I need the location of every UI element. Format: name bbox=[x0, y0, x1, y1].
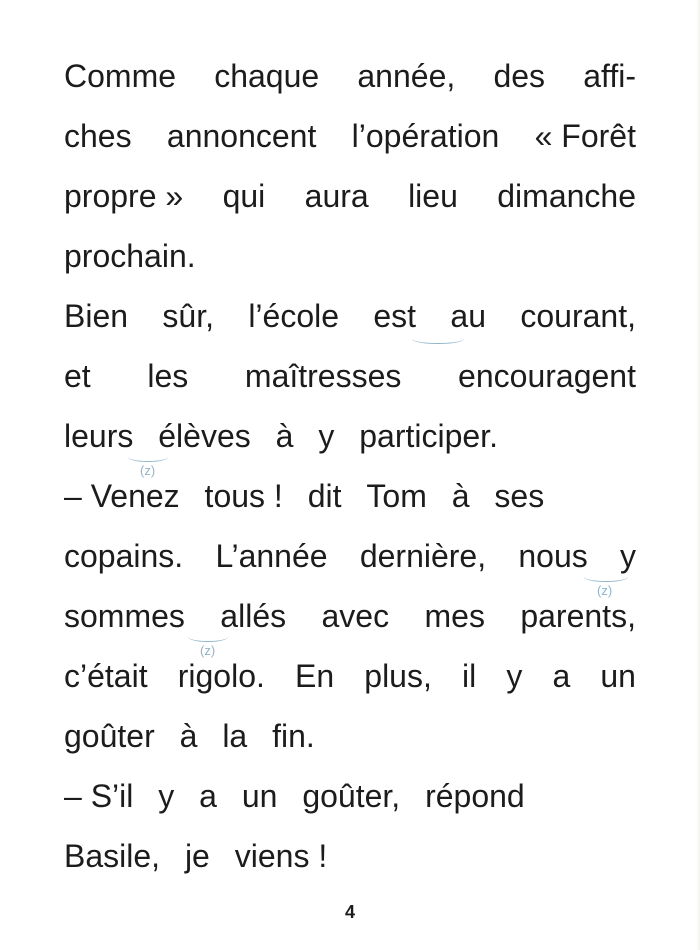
word: y bbox=[318, 418, 335, 454]
word: des bbox=[493, 58, 546, 94]
word: L’année bbox=[215, 538, 328, 574]
liaison-arc bbox=[412, 334, 464, 344]
word: nous bbox=[518, 538, 588, 574]
word: prochain. bbox=[64, 238, 196, 274]
word: affi- bbox=[583, 58, 636, 94]
word: « Forêt bbox=[534, 118, 636, 154]
text-line bbox=[64, 706, 636, 766]
text-line bbox=[64, 346, 636, 406]
word: Bien bbox=[64, 298, 129, 334]
text-line bbox=[64, 286, 636, 346]
text-line bbox=[64, 106, 636, 166]
word: encouragent bbox=[458, 358, 636, 394]
page-number: 4 bbox=[344, 902, 355, 922]
word: au bbox=[450, 298, 486, 334]
page-edge bbox=[696, 0, 700, 950]
word: Basile, bbox=[64, 838, 161, 874]
word: copains. bbox=[64, 538, 184, 574]
text-line bbox=[64, 583, 636, 658]
word: et bbox=[64, 358, 91, 394]
text-line bbox=[64, 526, 636, 598]
word: a bbox=[199, 778, 217, 814]
word: allés bbox=[220, 598, 287, 634]
word: ches bbox=[64, 118, 132, 154]
word: sûr, bbox=[162, 298, 214, 334]
word: maîtresses bbox=[244, 358, 402, 394]
word: parents, bbox=[520, 598, 636, 634]
word: lieu bbox=[408, 178, 458, 214]
word: dit bbox=[307, 478, 342, 514]
word: les bbox=[147, 358, 189, 394]
word: répond bbox=[425, 778, 525, 814]
word: propre » bbox=[64, 178, 184, 214]
word: goûter bbox=[64, 718, 155, 754]
liaison-arc bbox=[584, 572, 628, 582]
word: je bbox=[184, 838, 210, 874]
text-line bbox=[64, 826, 636, 886]
word: mes bbox=[424, 598, 485, 634]
word: élèves bbox=[158, 418, 251, 454]
word: Tom bbox=[366, 478, 427, 514]
word: y bbox=[158, 778, 175, 814]
word: sommes bbox=[64, 598, 185, 634]
word: dimanche bbox=[497, 178, 636, 214]
word: c’était bbox=[64, 658, 148, 694]
word: Comme bbox=[64, 58, 177, 94]
word: plus, bbox=[364, 658, 432, 694]
word: goûter, bbox=[302, 778, 401, 814]
word: participer. bbox=[359, 418, 498, 454]
liaison-mark: (z) bbox=[140, 463, 156, 478]
word: un bbox=[600, 658, 636, 694]
word: a bbox=[552, 658, 571, 694]
text-line bbox=[64, 226, 636, 286]
word: à bbox=[179, 718, 198, 754]
word: – S’il bbox=[64, 778, 134, 814]
liaison-mark: (z) bbox=[200, 643, 216, 658]
word: chaque bbox=[214, 58, 320, 94]
word: l’école bbox=[248, 298, 340, 334]
word: y bbox=[620, 538, 636, 574]
word: fin. bbox=[272, 718, 315, 754]
word: tous ! bbox=[204, 478, 283, 514]
word: aura bbox=[304, 178, 369, 214]
text-line bbox=[64, 46, 636, 106]
text-line bbox=[64, 643, 636, 706]
word: dernière, bbox=[359, 538, 487, 574]
word: à bbox=[275, 418, 294, 454]
word: – Venez bbox=[64, 478, 180, 514]
word: à bbox=[451, 478, 470, 514]
word: courant, bbox=[520, 298, 636, 334]
text-line bbox=[64, 766, 636, 826]
word: l’opération bbox=[351, 118, 500, 154]
word: y bbox=[506, 658, 523, 694]
text-line bbox=[64, 463, 636, 526]
word: leurs bbox=[64, 418, 134, 454]
word: qui bbox=[222, 178, 266, 214]
word: annoncent bbox=[166, 118, 317, 154]
word: est bbox=[373, 298, 417, 334]
text-line bbox=[64, 166, 636, 226]
word: il bbox=[461, 658, 477, 694]
story-text bbox=[64, 46, 636, 886]
word: avec bbox=[321, 598, 390, 634]
word: rigolo. bbox=[177, 658, 265, 694]
word: année, bbox=[357, 58, 456, 94]
word: En bbox=[295, 658, 335, 694]
text-line bbox=[64, 406, 636, 478]
liaison-arc bbox=[188, 632, 228, 642]
word: ses bbox=[494, 478, 545, 514]
word: un bbox=[241, 778, 278, 814]
liaison-arc bbox=[128, 452, 168, 462]
word: viens ! bbox=[234, 838, 328, 874]
word: la bbox=[222, 718, 248, 754]
liaison-mark: (z) bbox=[597, 583, 613, 598]
